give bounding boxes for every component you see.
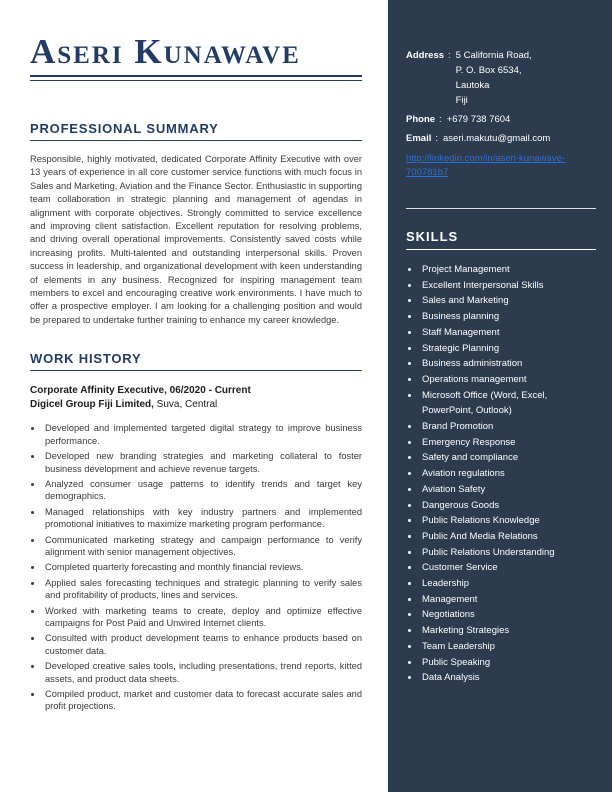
phone-colon: : — [439, 114, 442, 125]
skill-item: • Brand Promotion — [420, 419, 596, 435]
job-header — [30, 384, 362, 412]
job-bullet: • Developed new branding strategies and marketing collateral to foster business development and achieve revenue targets. — [43, 450, 362, 475]
skill-item: • Business planning — [420, 309, 596, 325]
phone-value: +679 738 7604 — [446, 114, 511, 125]
job-bullet: • Compiled product, market and customer data to forecast accurate sales and profit projections. — [43, 688, 362, 713]
skill-item: • Public Speaking — [420, 655, 596, 671]
skill-item: • Leadership — [420, 576, 596, 592]
skill-item: • Team Leadership — [420, 639, 596, 655]
skill-item: • Aviation regulations — [420, 466, 596, 482]
phone-label: Phone — [406, 114, 436, 125]
skill-item: • Strategic Planning — [420, 341, 596, 357]
address-colon: : — [448, 50, 451, 61]
skill-item: • Data Analysis — [420, 670, 596, 686]
address-line: P. O. Box 6534, — [455, 65, 522, 76]
job-title-and-dates: Corporate Affinity Executive, 06/2020 - Current — [30, 385, 251, 397]
skills-heading: SKILLS — [406, 229, 596, 250]
skill-item: • Microsoft Office (Word, Excel, PowerPoint, Outlook) — [420, 388, 596, 419]
skill-item: • Public Relations Understanding — [420, 545, 596, 561]
skill-item: • Aviation Safety — [420, 482, 596, 498]
job-bullet: • Worked with marketing teams to create, deploy and optimize effective campaigns for Post Paid and Unwired Internet clients. — [43, 605, 362, 630]
skill-item: • Public Relations Knowledge — [420, 513, 596, 529]
email-row — [406, 131, 596, 146]
email-colon: : — [435, 133, 438, 144]
job-company-line — [30, 398, 362, 412]
work-history-heading: WORK HISTORY — [30, 351, 362, 371]
address-lines — [456, 48, 532, 108]
sidebar — [388, 0, 612, 792]
address-line: Fiji — [455, 95, 468, 106]
skill-item: • Sales and Marketing — [420, 293, 596, 309]
sidebar-divider — [406, 208, 596, 209]
professional-summary-heading: PROFESSIONAL SUMMARY — [30, 121, 362, 141]
skill-item: • Negotiations — [420, 607, 596, 623]
linkedin-link[interactable]: http://linkedin.com/in/aseri-kunawave-700781b7 — [406, 153, 565, 178]
skill-item: • Excellent Interpersonal Skills — [420, 278, 596, 294]
skill-item: • Staff Management — [420, 325, 596, 341]
phone-row — [406, 112, 596, 127]
skill-item: • Dangerous Goods — [420, 498, 596, 514]
email-value: aseri.makutu@gmail.com — [443, 133, 551, 144]
name-double-underline — [30, 75, 362, 81]
job-bullet: • Managed relationships with key industry partners and implemented promotional initiatives to maximize marketing program performance. — [43, 506, 362, 531]
address-line: 5 California Road, — [455, 50, 532, 61]
job-company: Digicel Group Fiji Limited, — [30, 399, 154, 411]
job-location: Suva, Central — [153, 399, 218, 411]
job-bullet: • Developed creative sales tools, including presentations, trend reports, kitted assets, and product data sheets. — [43, 660, 362, 685]
job-bullet: • Consulted with product development teams to enhance products based on customer data. — [43, 632, 362, 657]
professional-summary-text: Responsible, highly motivated, dedicated Corporate Affinity Executive with over 13 years of experience in all core customer service functions with much focus in Sales and Marketing, Aviation and the Finance Sector. Enthusiastic in supporting team collaboration in strategic planning and management of agendas in alignment with corporate objectives. Strongly committed to service excellence and improving client satisfaction. Excellent reputation for resolving problems, and driving overall operational improvements. Consistently saved costs while increasing profits. Multi-talented and outstanding interpersonal skills. Proven success in leadership, and organizational development with keen understanding of elements in any business. Recognized for inspiring management team members to excel and encouraging creative work environments. I have much to offer a prospective employer. I am looking for a challenging position and would be prepared to undertake further training to enhance my career knowledge. — [30, 154, 362, 325]
skill-item: • Marketing Strategies — [420, 623, 596, 639]
address-row — [406, 48, 596, 108]
candidate-name: Aseri Kunawave — [30, 32, 301, 71]
skill-item: • Business administration — [420, 356, 596, 372]
address-line: Lautoka — [455, 80, 490, 91]
job-bullet: • Developed and implemented targeted digital strategy to improve business performance. — [43, 422, 362, 447]
job-bullet: • Analyzed consumer usage patterns to identify trends and target key demographics. — [43, 478, 362, 503]
skill-item: • Safety and compliance — [420, 450, 596, 466]
skill-item: • Public And Media Relations — [420, 529, 596, 545]
skill-item: • Operations management — [420, 372, 596, 388]
skills-list — [406, 262, 596, 686]
job-bullet: • Applied sales forecasting techniques and strategic planning to verify sales and profitability of products, lines and services. — [43, 577, 362, 602]
job-bullet: • Completed quarterly forecasting and monthly financial reviews. — [43, 561, 362, 573]
skill-item: • Customer Service — [420, 560, 596, 576]
skill-item: • Project Management — [420, 262, 596, 278]
job-bullet: • Communicated marketing strategy and campaign performance to verify alignment with senior management objectives. — [43, 534, 362, 559]
skill-item: • Emergency Response — [420, 435, 596, 451]
job-bullet-list — [30, 422, 362, 713]
skill-item: • Management — [420, 592, 596, 608]
email-label: Email — [406, 133, 432, 144]
address-label: Address — [406, 50, 445, 61]
